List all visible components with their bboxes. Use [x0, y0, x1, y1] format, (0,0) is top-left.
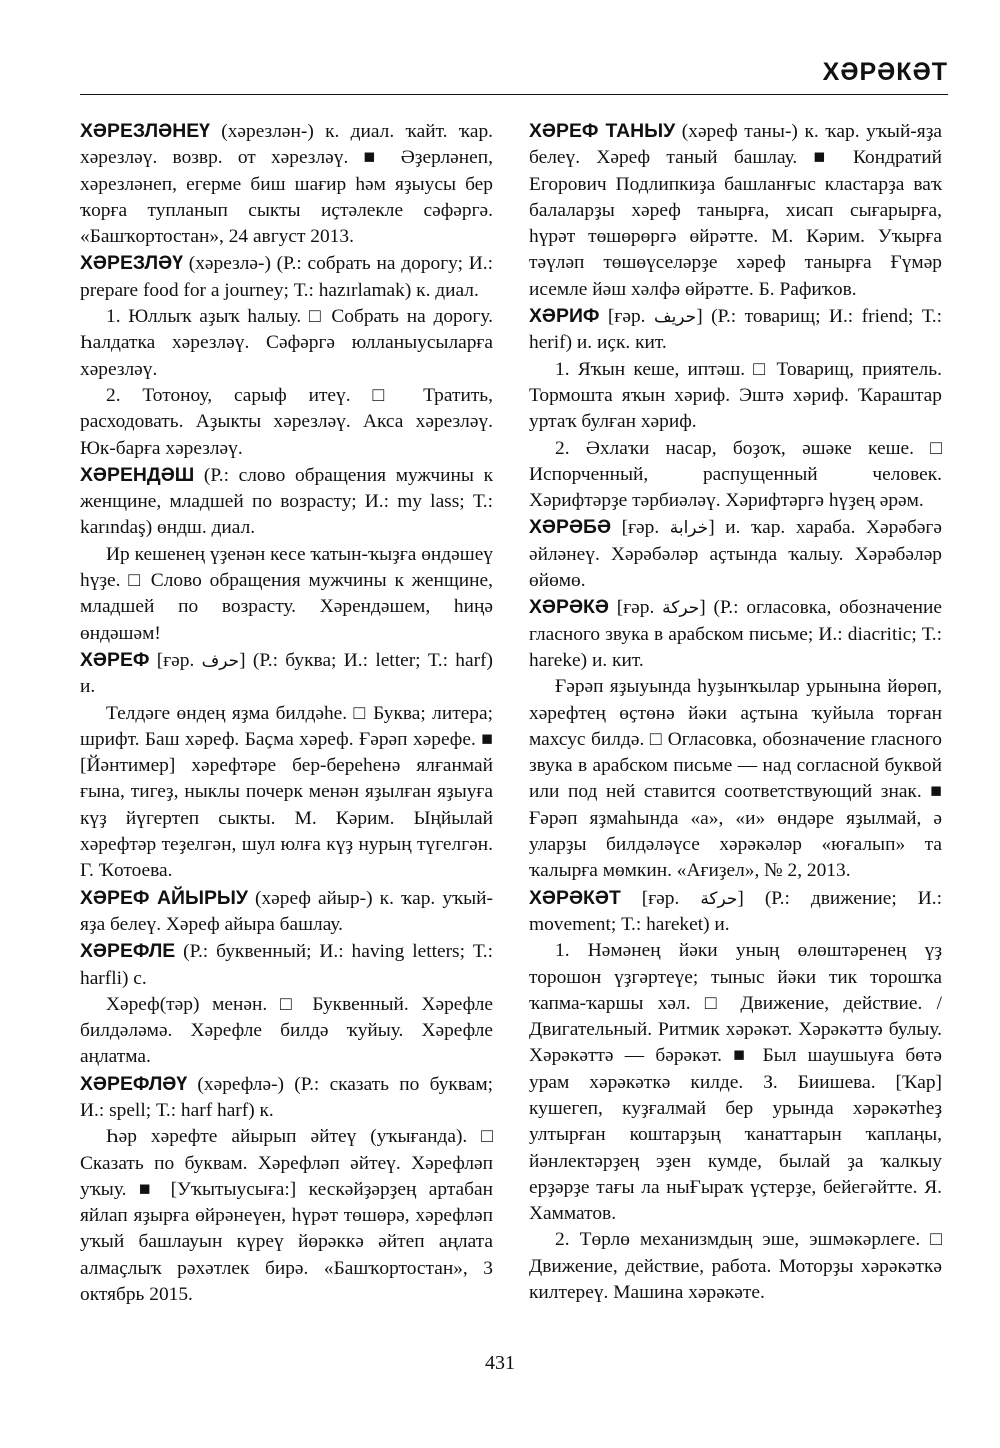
etymology-prefix: [ғәр. [599, 306, 654, 328]
entry-body: ] (Р.: движение; И.: movement; Т.: hareket) и. [529, 887, 942, 935]
entry-hareslanen [80, 118, 493, 250]
entry-haraket [529, 885, 942, 939]
entry-haref [80, 647, 493, 701]
entry-body: (хәреф айыр-) к. ҡар. уҡый-яҙа белеү. Хәреф айыра башлау. [80, 887, 493, 935]
running-head: ХӘРӘКӘТ [822, 58, 948, 86]
sense-text: Хәреф(тәр) менән. □ Буквенный. Хәрефле билдәләмә. Хәрефле билдә ҡуйыу. Хәрефле аңлатма. [80, 993, 493, 1068]
entry-body: (хәрезлә-) (Р.: собрать на дорогу; И.: prepare food for a journey; Т.: hazırlamak) к. диал. [80, 253, 493, 301]
sense-2: 2. Тотоноу, сарыф итеү. □ Тратить, расходовать. Аҙыкты хәрезләү. Акса хәрезләү. Юк-барға хәрезләү. [80, 384, 493, 459]
headword: ХӘРЕЗЛӘНЕҮ [80, 120, 210, 142]
headword: ХӘРӘБӘ [529, 516, 612, 539]
headword: ХӘРЕФЛӘҮ [80, 1072, 188, 1095]
etymology-prefix: [ғәр. [620, 887, 701, 909]
headword: ХӘРЕФЛЕ [80, 940, 176, 963]
headword: ХӘРЕНДӘШ [80, 463, 195, 486]
entry-harake [529, 594, 942, 674]
sense-text: Һәр хәрефте айырып әйтеү (уҡығанда). □ Сказать по буквам. Хәрефләп әйтеү. Хәрефләп уҡыу. ■ [Уҡытыусыға:] кескәйҙәрҙең артабан яйлап яҙырға өйрәнеүен, һүрәт төшөрә, хәрефләп уҡый башлауын күреү йөрәккә әйтеп аңлата алмаҫлыҡ рәхәтлек бирә. «Башҡортостан», 3 октябрь 2015. [80, 1126, 493, 1306]
etymology-prefix: [ғәр. [611, 517, 670, 539]
entry-harabe [529, 514, 942, 594]
entry-body: (Р.: буквенный; И.: having letters; Т.: harfli) с. [80, 941, 493, 989]
entry-harif [529, 303, 942, 357]
sense-1: 1. Яҡын кеше, иптәш. □ Товарищ, приятель. Тормошта яҡын хәриф. Эштә хәриф. Ҡараштар уртаҡ булған хәриф. [529, 358, 942, 433]
headword: ХӘРЕФ АЙЫРЫУ [80, 886, 248, 909]
arabic-etymon: حركة [700, 888, 738, 909]
headword: ХӘРӘКӘТ [529, 886, 621, 909]
entry-body: ] (Р.: огласовка, обозначение гласного звука в арабском письме; И.: diacritic; Т.: hareke) и. кит. [529, 597, 942, 671]
arabic-etymon: خرابة [669, 518, 709, 539]
etymology-prefix: [ғәр. [149, 649, 202, 671]
sense-text: Телдәге өндең яҙма билдәһе. □ Буква; литера; шрифт. Баш хәреф. Баҫма хәреф. Ғәрәп хәрефе. ■ [Йәнтимер] хәрефтәре бер-береһенә ялғанмай ғына, тигеҙ, ныклы почерк менән яҙылған яҙыуға күҙ йүгертеп сыкты. М. Кәрим. Ыңйылай хәрефтәр теҙелгән, шул юлға күҙ нурың түгелгән. Г. Ҡотоева. [80, 702, 493, 882]
entry-body: (хәрефлә-) (Р.: сказать по буквам; И.: spell; Т.: harf harf) к. [80, 1073, 493, 1121]
entry-body: ] и. ҡар. хараба. Хәрәбәгә әйләнеү. Хәрәбәләр аҫтында ҡалыу. Хәрәбәләр өйөмө. [529, 517, 942, 592]
entry-harendash [80, 462, 493, 542]
headword: ХӘРИФ [529, 305, 600, 328]
headword: ХӘРЕФ ТАНЫУ [529, 120, 676, 142]
headword: ХӘРӘКӘ [529, 596, 609, 619]
etymology-prefix: [ғәр. [608, 597, 663, 619]
arabic-etymon: حرف [201, 650, 240, 671]
entry-body: (хәрезлән-) к. диал. ҡайт. ҡар. хәрезләү. возвр. от хәрезләү. ■ Әҙерләнеп, хәрезләнеп, егерме биш шағир һәм яҙыусы бер ҡорға тупланып сыкты иҫтәлекле сәфәргә. «Башҡортостан», 24 август 2013. [80, 121, 493, 248]
arabic-etymon: حركة [662, 598, 700, 619]
entry-body: (хәреф таны-) к. ҡар. уҡый-яҙа белеү. Хәреф таный башлау. ■ Кондратий Егорович Подлипкиҙа башланғыс кластарҙа ваҡ балаларҙы хәреф танырға, хисап сығарырға, һүрәт төшөрөргә өйрәтте. М. Кәрим. Уҡырға тәүләп төшөүселәрҙе хәреф танырға Ғүмәр исемле йәш хәлфә өйрәтте. Б. Рафиҡов. [529, 121, 942, 300]
sense-1: 1. Юллыҡ аҙыҡ һалыу. □ Собрать на дорогу. Һалдатка хәрезләү. Сәфәргә юлланыусыларға хәрезләү. [80, 306, 493, 380]
entry-harefle [80, 938, 493, 992]
sense-text: Ир кешенең үҙенән кесе ҡатын-ҡыҙға өндәшеү һүҙе. □ Слово обращения мужчины к женщине, младшей по возрасту. Хәрендәшем, һиңә өндәшәм! [80, 543, 493, 644]
right-column [529, 118, 942, 1306]
entry-body: ] (Р.: буква; И.: letter; Т.: harf) и. [80, 649, 493, 698]
sense-1: 1. Нәмәнең йәки уның өлөштәренең үҙ торошон үҙгәртеүе; тыныс йәки тик торошҡа ҡапма-ҡаршы хәл. □ Движение, действие. / Двигательный. Ритмик хәрәкәт. Хәрәкәттә булыу. Хәрәкәттә — бәрәкәт. ■ Был шаушыуға бөтә урам хәрәкәткә килде. З. Биишева. [Ҡар] кушегеп, куҙғалмай бер урында хәрәкәтһеҙ ултырған коштарҙың ҡанаттарын ҡаплаңы, йәнлектәрҙең эҙен кумде, былай ҙа ҡалкыу ерҙәрҙе тағы ла ныҒыраҡ үҫтерҙе, бейегәйтте. Я. Хамматов. [529, 940, 942, 1225]
arabic-etymon: حريف [653, 307, 697, 328]
entry-body: ] (Р.: товарищ; И.: friend; Т.: herif) и. иҫк. кит. [529, 306, 942, 354]
page-number: 431 [485, 1352, 515, 1374]
entry-hareflau [80, 1071, 493, 1125]
headword: ХӘРЕФ [80, 648, 150, 671]
sense-2: 2. Әхлаҡи насар, боҙоҡ, әшәке кеше. □ Испорченный, распущенный человек. Хәрифтәрҙе тәрбиәләү. Хәрифтәргә һүҙең әрәм. [529, 437, 942, 512]
header-rule [80, 94, 948, 95]
entry-body: (Р.: слово обращения мужчины к женщине, младшей по возрасту; И.: my lass; Т.: karındaş) өндш. диал. [80, 464, 493, 539]
left-column [80, 118, 493, 1308]
entry-haref-ayiryu [80, 885, 493, 939]
entry-haref-taniyu [529, 118, 942, 303]
sense-2: 2. Төрлө механизмдың эше, эшмәкәрлеге. □ Движение, действие, работа. Моторҙы хәрәкәткә килтереү. Машина хәрәкәте. [529, 1229, 942, 1304]
entry-hareslau [80, 250, 493, 304]
headword: ХӘРЕЗЛӘҮ [80, 252, 184, 275]
sense-text: Ғәрәп яҙыуында һуҙынҡылар урынына йөрөп, хәрефтең өҫтөнә йәки аҫтына ҡуйыла торған махсус билдә. □ Огласовка, обозначение гласного звука в арабском письме — над согласной буквой или под ней ставится соответствующий знак. ■ Ғәрәп яҙмаһында «а», «и» өндәре яҙылмай, ә уларҙы билдәләүсе хәрәкәләр «юғалып» та ҡалырға мөмкин. «Ағиҙел», № 2, 2013. [529, 676, 942, 882]
